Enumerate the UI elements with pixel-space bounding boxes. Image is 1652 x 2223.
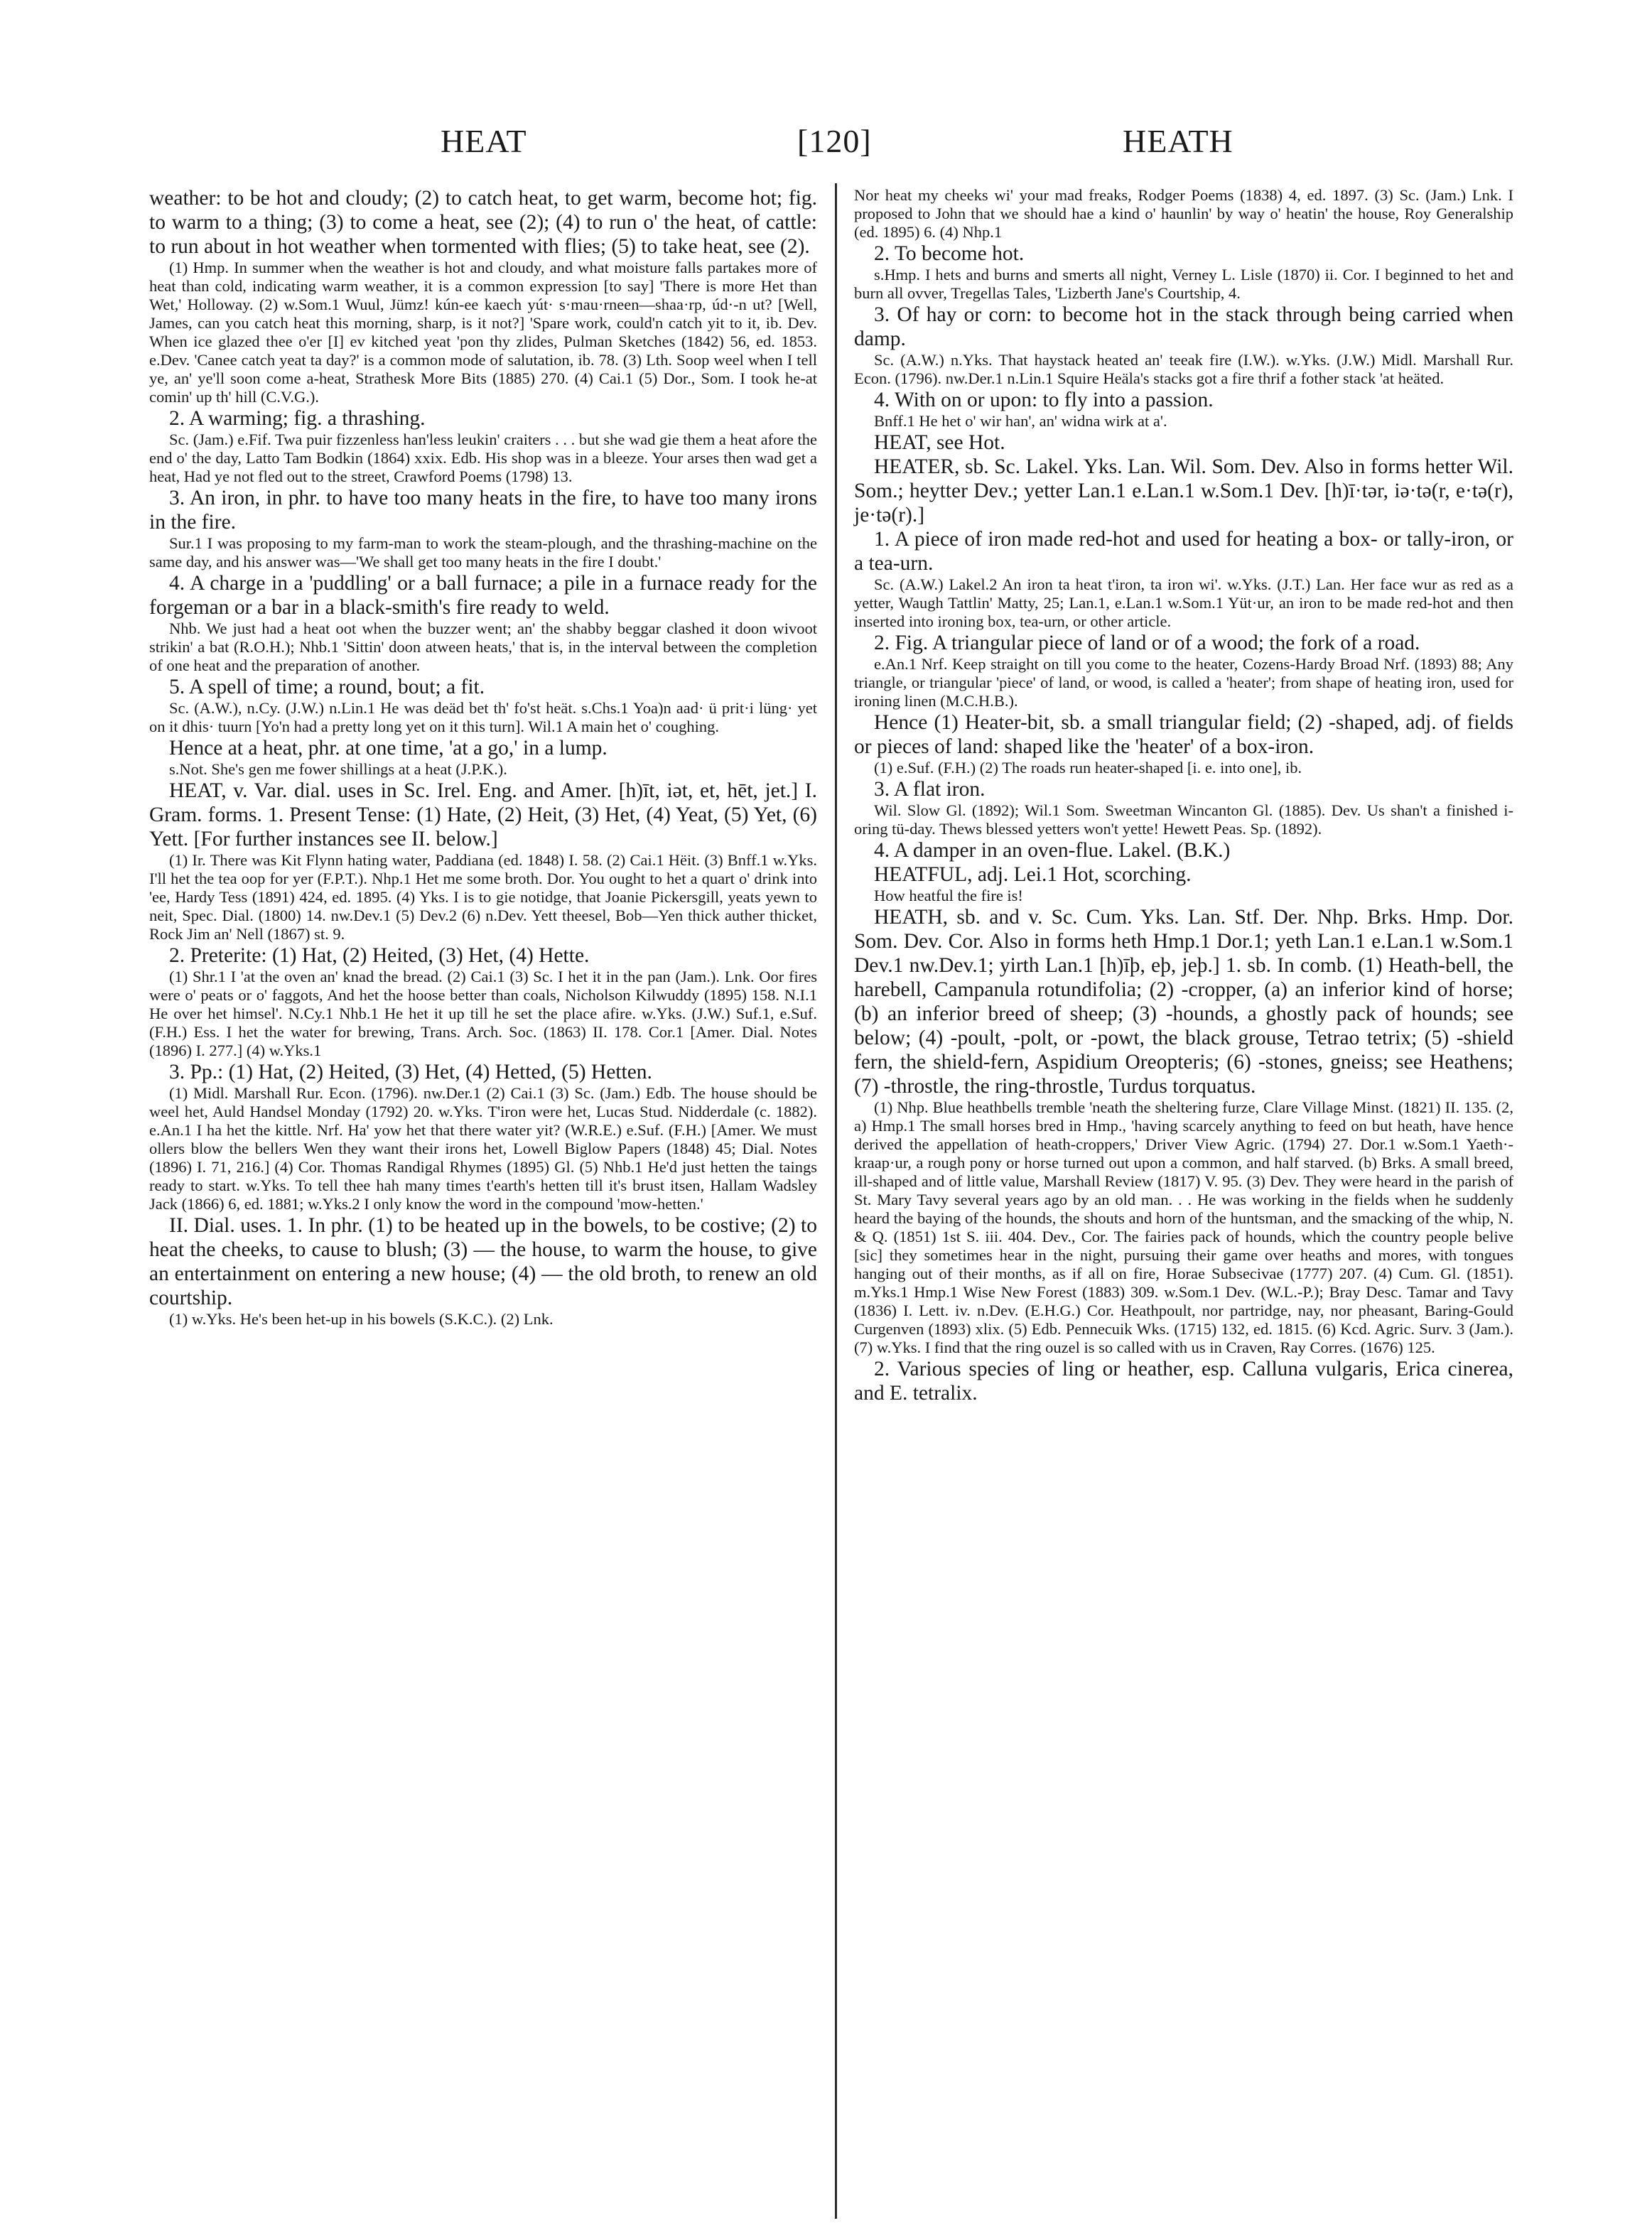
definition-paragraph: 1. A piece of iron made red-hot and used for heating a box- or tally-iron, or a tea-urn. (854, 528, 1513, 575)
citation-paragraph: Bnff.1 He het o' wir han', an' widna wirk at a'. (874, 412, 1167, 430)
definition-paragraph: 4. With on or upon: to fly into a passion. (874, 389, 1214, 411)
definition-paragraph: 2. Preterite: (1) Hat, (2) Heited, (3) Het, (4) Hette. (169, 944, 590, 967)
definition-paragraph: 2. Various species of ling or heather, esp. Calluna vulgaris, Erica cinerea, and E. tetralix. (854, 1358, 1513, 1405)
page-header (149, 122, 1286, 172)
definition-paragraph: 3. Pp.: (1) Hat, (2) Heited, (3) Het, (4) Hetted, (5) Hetten. (169, 1061, 652, 1083)
definition-paragraph: HEATFUL, adj. Lei.1 Hot, scorching. (874, 863, 1192, 886)
citation-paragraph: e.An.1 Nrf. Keep straight on till you come to the heater, Cozens-Hardy Broad Nrf. (1893) 88; Any triangle, or triangular 'piece' of land, or wood, is called a 'heater'; from shape of heating iron, used for ironing linen (M.C.H.B.). (854, 655, 1513, 710)
citation-paragraph: Sc. (A.W.) n.Yks. That haystack heated an' teeak fire (I.W.). w.Yks. (J.W.) Midl. Marshall Rur. Econ. (1796). nw.Der.1 n.Lin.1 Squire Heäla's stacks got a fire thrif a fother stack 'at heäted. (854, 351, 1513, 387)
definition-paragraph: HEAT, v. Var. dial. uses in Sc. Irel. Eng. and Amer. [h)īt, iət, et, hēt, jet.] I. Gram. forms. 1. Present Tense: (1) Hate, (2) Heit, (3) Het, (4) Yeat, (5) Yet, (6) Yett. [For further instances see II. below.] (149, 779, 817, 850)
definition-paragraph: Hence at a heat, phr. at one time, 'at a go,' in a lump. (169, 737, 608, 759)
citation-paragraph: (1) Ir. There was Kit Flynn hating water, Paddiana (ed. 1848) I. 58. (2) Cai.1 Hëit. (3) Bnff.1 w.Yks. I'll het the tea oop for yer (F.P.T.). Nhp.1 Het me some broth. Dor. You ought to het a quart o' drink into 'ee, Hardy Tess (1891) 424, ed. 1895. (4) Yks. I is to gie notidge, that Joanie Pickersgill, yeats yewn to neit, Spec. Dial. (1800) 14. nw.Dev.1 (5) Dev.2 (6) n.Dev. Yett theesel, Bob—Yen thick auther thicket, Rock Jim an' Nell (1867) st. 9. (149, 851, 817, 943)
definition-paragraph: HEAT, see Hot. (874, 431, 1005, 454)
definition-paragraph: 5. A spell of time; a round, bout; a fit. (169, 676, 485, 698)
citation-paragraph: Nor heat my cheeks wi' your mad freaks, Rodger Poems (1838) 4, ed. 1897. (3) Sc. (Jam.) Lnk. I proposed to John that we should hae a kind o' haunlin' by way o' heatin' the house, Roy Generalship (ed. 1895) 6. (4) Nhp.1 (854, 186, 1513, 241)
citation-paragraph: Sur.1 I was proposing to my farm-man to work the steam-plough, and the thrashing-machine on the same day, and his answer was—'We shall get too many heats in the fire I doubt.' (149, 534, 817, 570)
left-column (149, 186, 817, 1329)
definition-paragraph: HEATH, sb. and v. Sc. Cum. Yks. Lan. Stf. Der. Nhp. Brks. Hmp. Dor. Som. Dev. Cor. Also in forms heth Hmp.1 Dor.1; yeth Lan.1 e.Lan.1 w.Som.1 Dev.1 nw.Dev.1; yirth Lan.1 [h)īþ, eþ, jeþ.] 1. sb. In comb. (1) Heath-bell, the harebell, Campanula rotundifolia; (2) -cropper, (a) an inferior kind of horse; (b) an inferior breed of sheep; (3) -hounds, a ghostly pack of hounds; see below; (4) -poult, -polt, or -powt, the black grouse, Tetrao tetrix; (5) -shield fern, the shield-fern, Aspidium Oreopteris; (6) -stones, gneiss; see Heathens; (7) -throstle, the ring-throstle, Turdus torquatus. (854, 906, 1513, 1098)
definition-paragraph: 2. Fig. A triangular piece of land or of a wood; the fork of a road. (874, 632, 1420, 654)
definition-paragraph: 2. A warming; fig. a thrashing. (169, 407, 426, 430)
citation-paragraph: (1) Midl. Marshall Rur. Econ. (1796). nw.Der.1 (2) Cai.1 (3) Sc. (Jam.) Edb. The house should be weel het, Auld Handsel Monday (1792) 20. w.Yks. T'iron were het, Lucas Stud. Nidderdale (c. 1882). e.An.1 I ha het the kittle. Nrf. Ha' yow het that there water yit? (W.R.E.) e.Suf. (F.H.) [Amer. We must ollers blow the bellers Wen they want their irons het, Lowell Biglow Papers (1848) 45; Dial. Notes (1896) I. 71, 216.] (4) Cor. Thomas Randigal Rhymes (1895) Gl. (5) Nhb.1 He'd just hetten the taings ready to start. w.Yks. To tell thee hah many times t'earth's hetten till it's brust itsen, Hallam Wadsley Jack (1866) 6, ed. 1881; w.Yks.2 I only know the word in the compound 'mow-hetten.' (149, 1084, 817, 1213)
definition-paragraph: weather: to be hot and cloudy; (2) to catch heat, to get warm, become hot; fig. to warm to a thing; (3) to come a heat, see (2); (4) to run o' the heat, of cattle: to run about in hot weather when tormented with flies; (5) to take heat, see (2). (149, 187, 817, 258)
citation-paragraph: Sc. (A.W.) Lakel.2 An iron ta heat t'iron, ta iron wi'. w.Yks. (J.T.) Lan. Her face wur as red as a yetter, Waugh Tattlin' Matty, 25; Lan.1, e.Lan.1 w.Som.1 Yüt·ur, an iron to be made red-hot and then inserted into ironing box, tea-urn, or other article. (854, 575, 1513, 630)
citation-paragraph: Sc. (Jam.) e.Fif. Twa puir fizzenless han'less leukin' craiters . . . but she wad gie them a heat afore the end o' the day, Latto Tam Bodkin (1864) xxix. Edb. His shop was in a bleeze. Your arses then wad get a heat, Had ye not fled out to the street, Crawford Poems (1798) 13. (149, 431, 817, 485)
definition-paragraph: 4. A charge in a 'puddling' or a ball furnace; a pile in a furnace ready for the forgeman or a bar in a black-smith's fire ready to weld. (149, 572, 817, 619)
column-divider (835, 183, 837, 2219)
definition-paragraph: 4. A damper in an oven-flue. Lakel. (B.K.) (874, 839, 1231, 862)
citation-paragraph: (1) Shr.1 I 'at the oven an' knad the bread. (2) Cai.1 (3) Sc. I het it in the pan (Jam.). Lnk. Oor fires were o' peats or o' faggots, And het the hoose better than coals, Nicholson Kilwuddy (1895) 158. N.I.1 He over het himsel'. N.Cy.1 Nhb.1 He het it up till he set the place afire. w.Yks. (J.W.) Suf.1, e.Suf. (F.H.) Ess. I het the water for brewing, Trans. Arch. Soc. (1863) II. 178. Cor.1 [Amer. Dial. Notes (1896) I. 277.] (4) w.Yks.1 (149, 968, 817, 1059)
citation-paragraph: (1) w.Yks. He's been het-up in his bowels (S.K.C.). (2) Lnk. (169, 1310, 554, 1328)
definition-paragraph: HEATER, sb. Sc. Lakel. Yks. Lan. Wil. Som. Dev. Also in forms hetter Wil. Som.; heytter Dev.; yetter Lan.1 e.Lan.1 w.Som.1 Dev. [h)ī·tər, iə·tə(r, e·tə(r), je·tə(r).] (854, 455, 1513, 526)
citation-paragraph: (1) Nhp. Blue heathbells tremble 'neath the sheltering furze, Clare Village Minst. (1821) II. 135. (2, a) Hmp.1 The small horses bred in Hmp., 'having scarcely anything to feed on but heath, have hence derived the appellation of heath-croppers,' Driver View Agric. (1794) 27. Dor.1 w.Som.1 Yaeth·-kraap·ur, a rough pony or horse turned out upon a common, and half starved. (b) Brks. A small breed, ill-shaped and of little value, Marshall Review (1817) V. 95. (3) Dev. They were heard in the parish of St. Mary Tavy several years ago by an old man. . . He was working in the fields when he suddenly heard the baying of the hounds, the shouts and horn of the huntsman, and the smacking of the whip, N. & Q. (1851) 1st S. iii. 404. Dev., Cor. The fairies pack of hounds, which the country people belive [sic] they sometimes hear in the night, pursuing their game over heaths and mores, with tongues hanging out of their months, as if all on fire, Horae Subsecivae (1777) 207. (4) Cum. Gl. (1851). m.Yks.1 Hmp.1 Wise New Forest (1883) 309. w.Som.1 Dev. (W.L.-P.); Bray Desc. Tamar and Tavy (1836) I. Lett. iv. n.Dev. (E.H.G.) Cor. Heathpoult, nor partridge, nay, nor pheasant, Baring-Gould Curgenven (1893) xlix. (5) Edb. Pennecuik Wks. (1715) 132, ed. 1815. (6) Kcd. Agric. Surv. 3 (Jam.). (7) w.Yks. I find that the ring ouzel is so called with us in Craven, Ray Corres. (1676) 125. (854, 1098, 1513, 1356)
running-head-left: HEAT (441, 123, 527, 159)
definition-paragraph: 3. Of hay or corn: to become hot in the stack through being carried when damp. (854, 303, 1513, 350)
definition-paragraph: 2. To become hot. (874, 242, 1025, 265)
citation-paragraph: s.Hmp. I hets and burns and smerts all night, Verney L. Lisle (1870) ii. Cor. I beginned to het and burn all ovver, Tregellas Tales, 'Lizberth Jane's Courtship, 4. (854, 266, 1513, 302)
citation-paragraph: s.Not. She's gen me fower shillings at a heat (J.P.K.). (169, 760, 507, 778)
definition-paragraph: Hence (1) Heater-bit, sb. a small triangular field; (2) -shaped, adj. of fields or pieces of land: shaped like the 'heater' of a box-iron. (854, 711, 1513, 758)
citation-paragraph: (1) e.Suf. (F.H.) (2) The roads run heater-shaped [i. e. into one], ib. (874, 759, 1302, 777)
right-column (854, 186, 1513, 1405)
citation-paragraph: Wil. Slow Gl. (1892); Wil.1 Som. Sweetman Wincanton Gl. (1885). Dev. Us shan't a finished i-oring tü-day. Thews blessed yetters won't yette! Hewett Peas. Sp. (1892). (854, 801, 1513, 838)
definition-paragraph: 3. An iron, in phr. to have too many heats in the fire, to have too many irons in the fire. (149, 487, 817, 534)
citation-paragraph: How heatful the fire is! (874, 887, 1023, 904)
page-number: [120] (797, 123, 872, 159)
citation-paragraph: Sc. (A.W.), n.Cy. (J.W.) n.Lin.1 He was deäd bet th' fo'st heät. s.Chs.1 Yoa)n aad· ü prit·i lüng· yet on it dhis· tuurn [Yo'n had a pretty long yet on it this turn]. Wil.1 A main het o' coughing. (149, 699, 817, 735)
citation-paragraph: (1) Hmp. In summer when the weather is hot and cloudy, and what moisture falls partakes more of heat than cold, indicating warm weather, it is a common expression [to say] 'There is more Het than Wet,' Holloway. (2) w.Som.1 Wuul, Jümz! kún-ee kaech yút· s·mau·rneen—shaa·rp, úd·-n ut? [Well, James, can you catch heat this morning, sharp, is it not?] 'Spare work, could'n catch yit to it, ib. Dev. When ice glazed thee o'er [I] ev kitched yeat 'pon thy zlides, Pulman Sketches (1842) 56, ed. 1853. e.Dev. 'Canee catch yeat ta day?' is a common mode of salutation, ib. 78. (3) Lth. Soop weel when I tell ye, an' ye'll soon come a-heat, Strathesk More Bits (1885) 270. (4) Cai.1 (5) Dor., Som. I took he-at comin' up th' hill (C.V.G.). (149, 259, 817, 406)
citation-paragraph: Nhb. We just had a heat oot when the buzzer went; an' the shabby beggar clashed it doon wivoot strikin' a bat (R.O.H.); Nhb.1 'Sittin' doon atween heats,' that is, in the interval between the completion of one heat and the preparation of another. (149, 620, 817, 674)
running-head-right: HEATH (1123, 123, 1233, 159)
definition-paragraph: II. Dial. uses. 1. In phr. (1) to be heated up in the bowels, to be costive; (2) to heat the cheeks, to cause to blush; (3) — the house, to warm the house, to give an entertainment on entering a new house; (4) — the old broth, to renew an old courtship. (149, 1214, 817, 1309)
definition-paragraph: 3. A flat iron. (874, 778, 986, 801)
